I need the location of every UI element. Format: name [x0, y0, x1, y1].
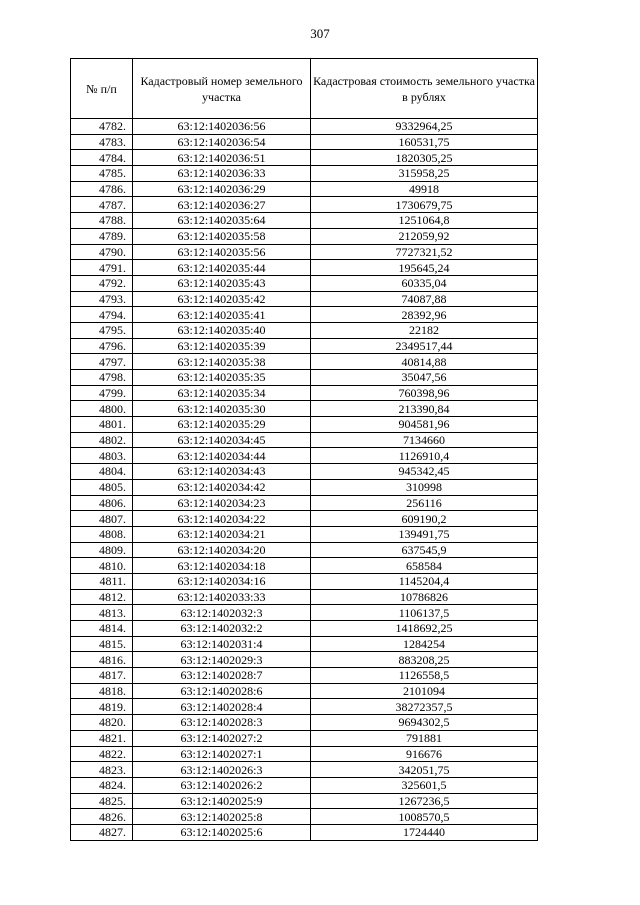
row-number-cell: 4788. — [71, 213, 133, 229]
cadastral-number-cell: 63:12:1402034:23 — [133, 495, 311, 511]
row-number-cell: 4818. — [71, 683, 133, 699]
cadastral-number-cell: 63:12:1402025:6 — [133, 824, 311, 840]
cadastral-value-cell: 60335,04 — [311, 275, 538, 291]
table-row — [71, 119, 538, 135]
cadastral-value-cell: 9332964,25 — [311, 119, 538, 135]
cadastral-value-cell: 22182 — [311, 322, 538, 338]
cadastral-value-cell: 945342,45 — [311, 464, 538, 480]
row-number-cell: 4798. — [71, 370, 133, 386]
table-row — [71, 260, 538, 276]
table-row — [71, 197, 538, 213]
table-row — [71, 370, 538, 386]
page-number: 307 — [310, 26, 330, 41]
cadastral-value-cell: 658584 — [311, 558, 538, 574]
cadastral-number-cell: 63:12:1402036:51 — [133, 150, 311, 166]
table-row — [71, 636, 538, 652]
table-row — [71, 621, 538, 637]
cadastral-number-cell: 63:12:1402029:3 — [133, 652, 311, 668]
cadastral-number-cell: 63:12:1402034:21 — [133, 526, 311, 542]
table-row — [71, 464, 538, 480]
cadastral-value-cell: 791881 — [311, 730, 538, 746]
row-number-cell: 4807. — [71, 511, 133, 527]
header-cadastral-number: Кадастровый номер земельного участка — [133, 59, 311, 119]
cadastral-number-cell: 63:12:1402031:4 — [133, 636, 311, 652]
row-number-cell: 4815. — [71, 636, 133, 652]
cadastral-number-cell: 63:12:1402035:30 — [133, 401, 311, 417]
cadastral-value-cell: 195645,24 — [311, 260, 538, 276]
cadastral-number-cell: 63:12:1402035:64 — [133, 213, 311, 229]
cadastral-value-cell: 2349517,44 — [311, 338, 538, 354]
table-row — [71, 511, 538, 527]
cadastral-value-cell: 1126910,4 — [311, 448, 538, 464]
row-number-cell: 4804. — [71, 464, 133, 480]
row-number-cell: 4792. — [71, 275, 133, 291]
cadastral-number-cell: 63:12:1402035:44 — [133, 260, 311, 276]
row-number-cell: 4795. — [71, 322, 133, 338]
row-number-cell: 4796. — [71, 338, 133, 354]
row-number-cell: 4793. — [71, 291, 133, 307]
cadastral-number-cell: 63:12:1402034:43 — [133, 464, 311, 480]
cadastral-value-cell: 1418692,25 — [311, 621, 538, 637]
row-number-cell: 4826. — [71, 809, 133, 825]
table-row — [71, 479, 538, 495]
row-number-cell: 4823. — [71, 762, 133, 778]
cadastral-number-cell: 63:12:1402035:58 — [133, 228, 311, 244]
table-row — [71, 573, 538, 589]
row-number-cell: 4802. — [71, 432, 133, 448]
cadastral-number-cell: 63:12:1402034:16 — [133, 573, 311, 589]
table-row — [71, 777, 538, 793]
table-row — [71, 291, 538, 307]
cadastral-number-cell: 63:12:1402034:18 — [133, 558, 311, 574]
cadastral-value-cell: 49918 — [311, 181, 538, 197]
table-row — [71, 181, 538, 197]
cadastral-value-cell: 7727321,52 — [311, 244, 538, 260]
cadastral-number-cell: 63:12:1402035:39 — [133, 338, 311, 354]
table-row — [71, 683, 538, 699]
table-row — [71, 307, 538, 323]
table-row — [71, 385, 538, 401]
cadastral-value-cell: 7134660 — [311, 432, 538, 448]
table-row — [71, 809, 538, 825]
cadastral-number-cell: 63:12:1402025:9 — [133, 793, 311, 809]
cadastral-value-cell: 256116 — [311, 495, 538, 511]
table-row — [71, 166, 538, 182]
row-number-cell: 4784. — [71, 150, 133, 166]
row-number-cell: 4800. — [71, 401, 133, 417]
cadastral-value-cell: 310998 — [311, 479, 538, 495]
table-row — [71, 589, 538, 605]
table-row — [71, 134, 538, 150]
cadastral-number-cell: 63:12:1402036:33 — [133, 166, 311, 182]
cadastral-number-cell: 63:12:1402035:29 — [133, 417, 311, 433]
table-row — [71, 605, 538, 621]
cadastral-value-cell: 1820305,25 — [311, 150, 538, 166]
cadastral-number-cell: 63:12:1402035:43 — [133, 275, 311, 291]
table-row — [71, 715, 538, 731]
table-row — [71, 150, 538, 166]
row-number-cell: 4791. — [71, 260, 133, 276]
cadastral-value-cell: 1251064,8 — [311, 213, 538, 229]
cadastral-number-cell: 63:12:1402036:29 — [133, 181, 311, 197]
table-row — [71, 417, 538, 433]
cadastral-number-cell: 63:12:1402028:6 — [133, 683, 311, 699]
row-number-cell: 4827. — [71, 824, 133, 840]
cadastral-value-cell: 1126558,5 — [311, 668, 538, 684]
table-row — [71, 244, 538, 260]
row-number-cell: 4803. — [71, 448, 133, 464]
cadastral-number-cell: 63:12:1402035:38 — [133, 354, 311, 370]
cadastral-value-cell: 38272357,5 — [311, 699, 538, 715]
row-number-cell: 4821. — [71, 730, 133, 746]
cadastral-value-cell: 760398,96 — [311, 385, 538, 401]
cadastral-number-cell: 63:12:1402028:3 — [133, 715, 311, 731]
table-row — [71, 401, 538, 417]
cadastral-number-cell: 63:12:1402032:2 — [133, 621, 311, 637]
cadastral-number-cell: 63:12:1402028:7 — [133, 668, 311, 684]
cadastral-number-cell: 63:12:1402027:1 — [133, 746, 311, 762]
row-number-cell: 4789. — [71, 228, 133, 244]
table-row — [71, 432, 538, 448]
table-row — [71, 558, 538, 574]
cadastral-number-cell: 63:12:1402032:3 — [133, 605, 311, 621]
row-number-cell: 4820. — [71, 715, 133, 731]
table-body — [71, 119, 538, 841]
cadastral-value-cell: 637545,9 — [311, 542, 538, 558]
row-number-cell: 4817. — [71, 668, 133, 684]
row-number-cell: 4808. — [71, 526, 133, 542]
cadastral-value-cell: 1284254 — [311, 636, 538, 652]
cadastral-number-cell: 63:12:1402036:54 — [133, 134, 311, 150]
table-row — [71, 213, 538, 229]
row-number-cell: 4811. — [71, 573, 133, 589]
cadastral-number-cell: 63:12:1402026:2 — [133, 777, 311, 793]
cadastral-number-cell: 63:12:1402036:27 — [133, 197, 311, 213]
cadastral-value-cell: 1724440 — [311, 824, 538, 840]
cadastral-value-cell: 916676 — [311, 746, 538, 762]
row-number-cell: 4814. — [71, 621, 133, 637]
cadastral-number-cell: 63:12:1402033:33 — [133, 589, 311, 605]
cadastral-value-cell: 160531,75 — [311, 134, 538, 150]
header-cadastral-value: Кадастровая стоимость земельного участка в рублях — [311, 59, 538, 119]
table-row — [71, 526, 538, 542]
cadastral-number-cell: 63:12:1402034:20 — [133, 542, 311, 558]
row-number-cell: 4824. — [71, 777, 133, 793]
cadastral-number-cell: 63:12:1402034:22 — [133, 511, 311, 527]
cadastral-number-cell: 63:12:1402035:40 — [133, 322, 311, 338]
table-row — [71, 448, 538, 464]
table-row — [71, 354, 538, 370]
cadastral-value-cell: 1267236,5 — [311, 793, 538, 809]
cadastral-number-cell: 63:12:1402035:35 — [133, 370, 311, 386]
cadastral-value-cell: 904581,96 — [311, 417, 538, 433]
cadastral-value-cell: 213390,84 — [311, 401, 538, 417]
row-number-cell: 4797. — [71, 354, 133, 370]
cadastral-value-cell: 40814,88 — [311, 354, 538, 370]
table-row — [71, 542, 538, 558]
cadastral-value-cell: 139491,75 — [311, 526, 538, 542]
header-row-number: № п/п — [71, 59, 133, 119]
cadastral-value-cell: 342051,75 — [311, 762, 538, 778]
row-number-cell: 4819. — [71, 699, 133, 715]
cadastral-value-cell: 609190,2 — [311, 511, 538, 527]
table-row — [71, 275, 538, 291]
cadastral-value-cell: 9694302,5 — [311, 715, 538, 731]
row-number-cell: 4783. — [71, 134, 133, 150]
cadastral-number-cell: 63:12:1402035:34 — [133, 385, 311, 401]
row-number-cell: 4822. — [71, 746, 133, 762]
table-row — [71, 668, 538, 684]
cadastral-value-cell: 315958,25 — [311, 166, 538, 182]
cadastral-value-cell: 74087,88 — [311, 291, 538, 307]
row-number-cell: 4782. — [71, 119, 133, 135]
row-number-cell: 4809. — [71, 542, 133, 558]
table-row — [71, 495, 538, 511]
row-number-cell: 4806. — [71, 495, 133, 511]
cadastral-value-cell: 1730679,75 — [311, 197, 538, 213]
row-number-cell: 4825. — [71, 793, 133, 809]
cadastral-number-cell: 63:12:1402027:2 — [133, 730, 311, 746]
cadastral-number-cell: 63:12:1402026:3 — [133, 762, 311, 778]
cadastral-value-cell: 883208,25 — [311, 652, 538, 668]
cadastral-value-table — [70, 58, 538, 841]
table-row — [71, 228, 538, 244]
cadastral-number-cell: 63:12:1402035:42 — [133, 291, 311, 307]
table-row — [71, 652, 538, 668]
table-header-row — [71, 59, 538, 119]
cadastral-number-cell: 63:12:1402034:42 — [133, 479, 311, 495]
row-number-cell: 4805. — [71, 479, 133, 495]
row-number-cell: 4799. — [71, 385, 133, 401]
row-number-cell: 4816. — [71, 652, 133, 668]
cadastral-number-cell: 63:12:1402028:4 — [133, 699, 311, 715]
cadastral-value-cell: 2101094 — [311, 683, 538, 699]
row-number-cell: 4790. — [71, 244, 133, 260]
table-row — [71, 762, 538, 778]
row-number-cell: 4813. — [71, 605, 133, 621]
cadastral-value-cell: 28392,96 — [311, 307, 538, 323]
table-row — [71, 338, 538, 354]
cadastral-number-cell: 63:12:1402035:41 — [133, 307, 311, 323]
row-number-cell: 4786. — [71, 181, 133, 197]
row-number-cell: 4801. — [71, 417, 133, 433]
cadastral-value-cell: 1106137,5 — [311, 605, 538, 621]
cadastral-value-cell: 1008570,5 — [311, 809, 538, 825]
table-row — [71, 322, 538, 338]
table-row — [71, 793, 538, 809]
cadastral-value-cell: 1145204,4 — [311, 573, 538, 589]
cadastral-number-cell: 63:12:1402035:56 — [133, 244, 311, 260]
cadastral-value-cell: 212059,92 — [311, 228, 538, 244]
row-number-cell: 4810. — [71, 558, 133, 574]
cadastral-number-cell: 63:12:1402034:44 — [133, 448, 311, 464]
cadastral-number-cell: 63:12:1402034:45 — [133, 432, 311, 448]
table-row — [71, 699, 538, 715]
row-number-cell: 4812. — [71, 589, 133, 605]
row-number-cell: 4785. — [71, 166, 133, 182]
table-row — [71, 746, 538, 762]
row-number-cell: 4794. — [71, 307, 133, 323]
row-number-cell: 4787. — [71, 197, 133, 213]
cadastral-value-cell: 325601,5 — [311, 777, 538, 793]
cadastral-value-cell: 35047,56 — [311, 370, 538, 386]
table-row — [71, 730, 538, 746]
cadastral-number-cell: 63:12:1402036:56 — [133, 119, 311, 135]
table-row — [71, 824, 538, 840]
cadastral-value-cell: 10786826 — [311, 589, 538, 605]
cadastral-number-cell: 63:12:1402025:8 — [133, 809, 311, 825]
